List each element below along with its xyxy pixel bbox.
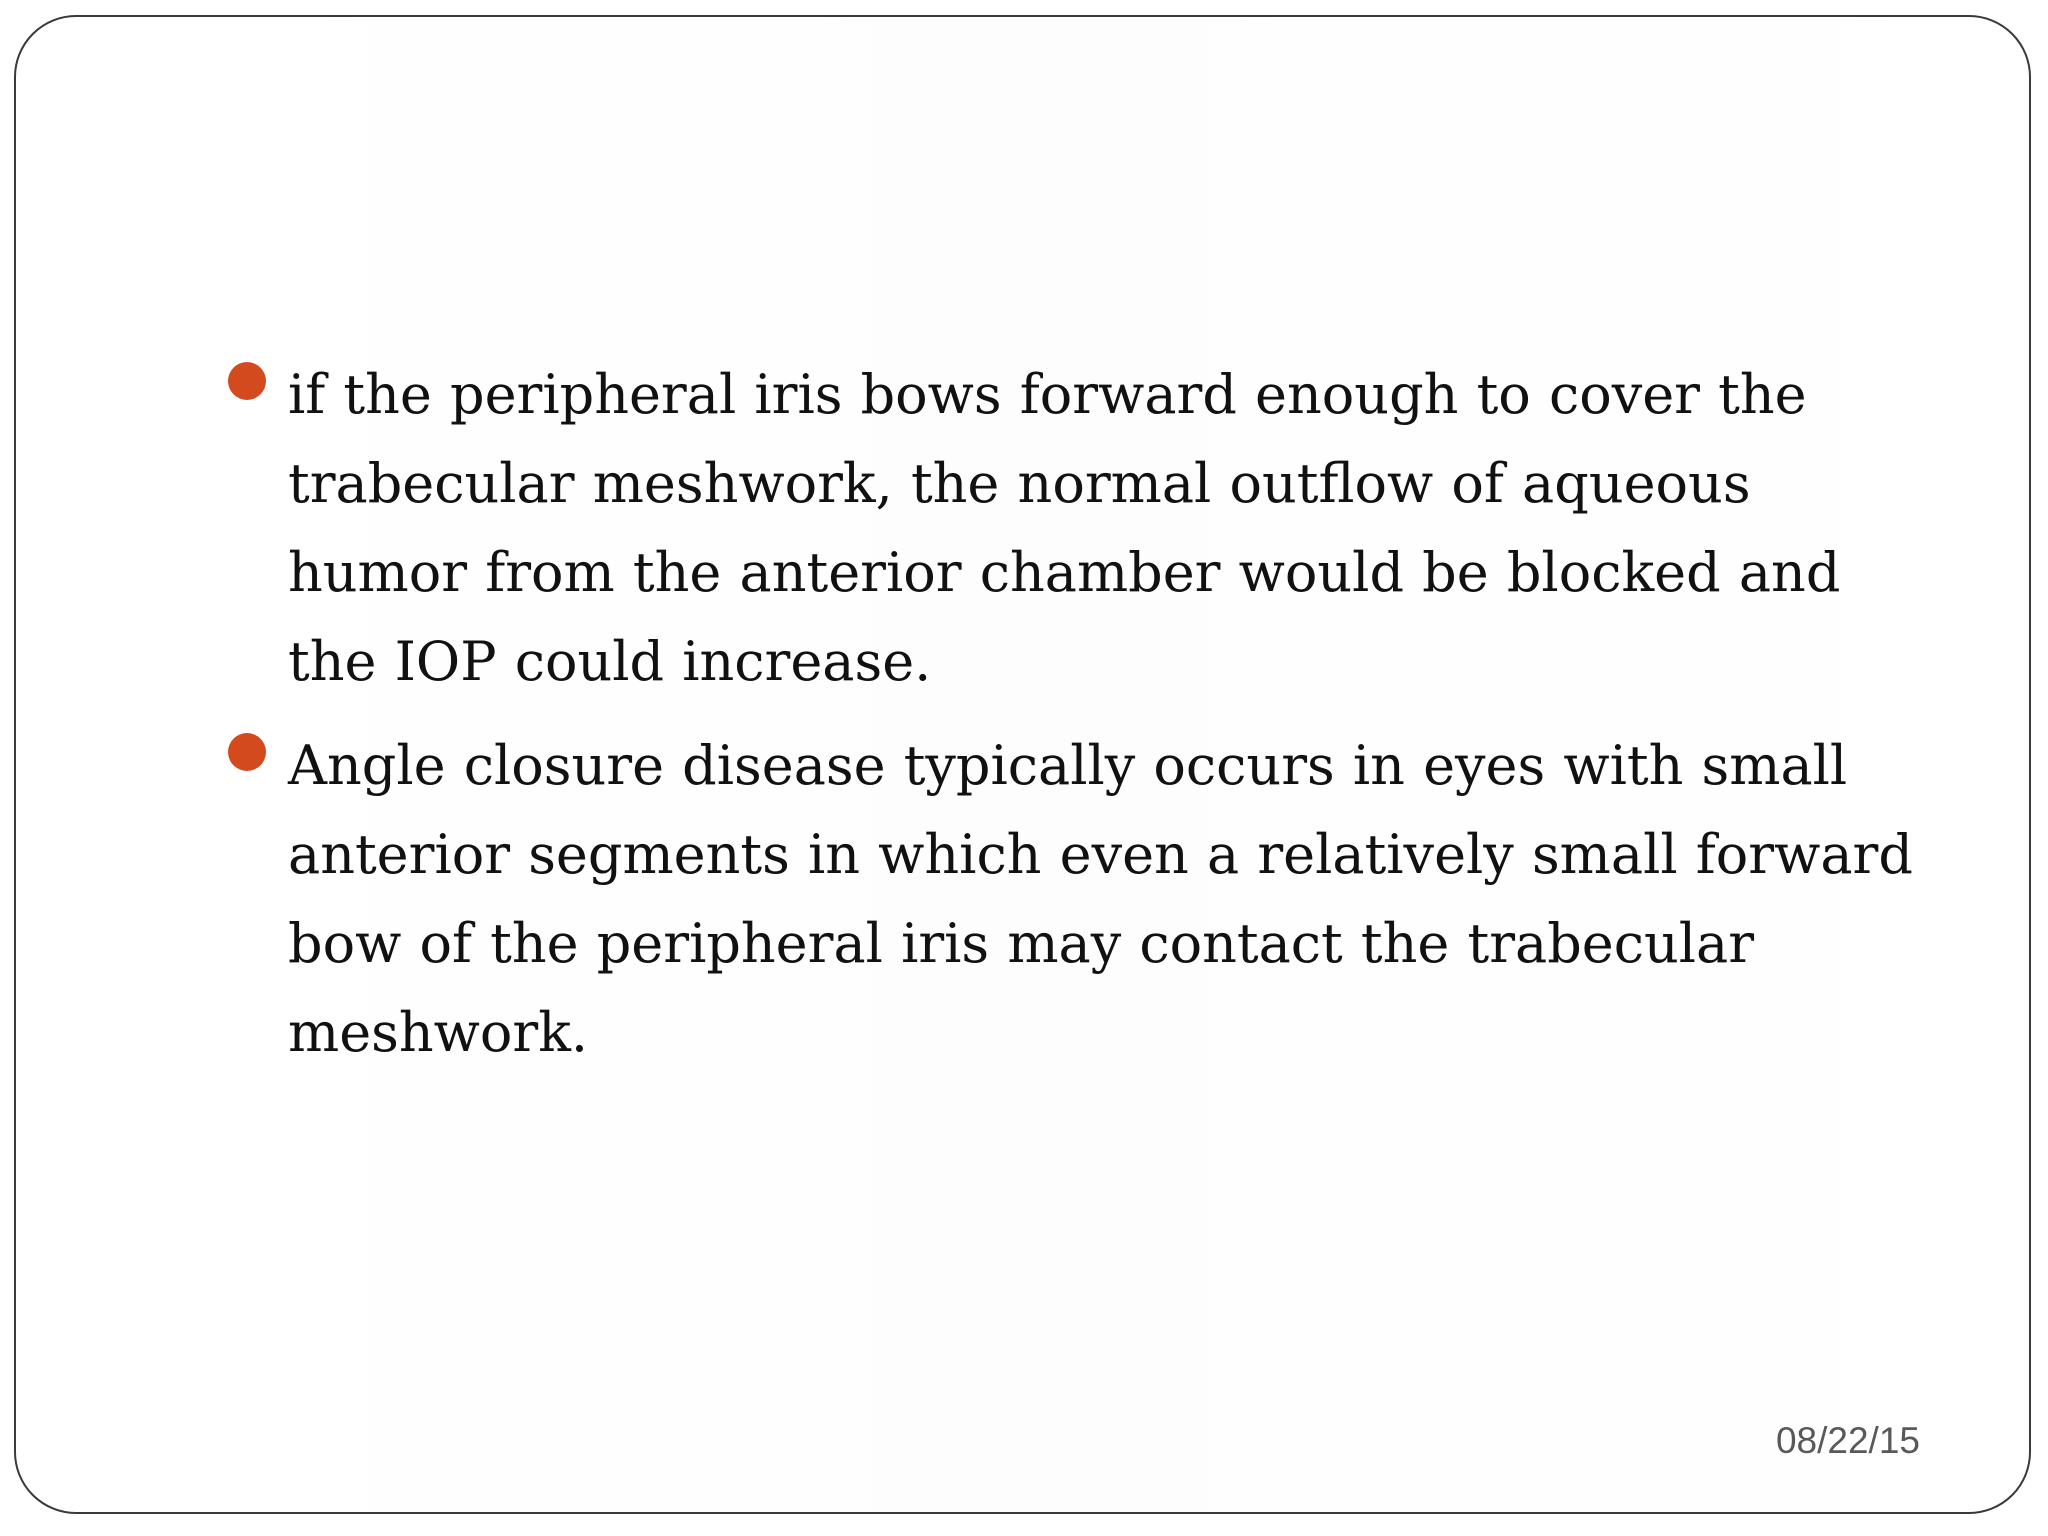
bullet-text: if the peripheral iris bows forward enough to cover the trabecular meshwork, the normal outflow of aqueous humor from the anterior chamber would be blocked and the IOP could increase. (288, 363, 1841, 693)
bullet-item-2 (226, 721, 1926, 1077)
bullet-item-1 (226, 350, 1926, 706)
bullet-list (226, 350, 1926, 1077)
bullet-dot-icon (228, 362, 266, 400)
bullet-dot-icon (228, 733, 266, 771)
slide-date: 08/22/15 (1775, 1420, 1920, 1461)
bullet-text: Angle closure disease typically occurs in eyes with small anterior segments in which even a relatively small forward bow of the peripheral iris may contact the trabecular meshwork. (288, 734, 1913, 1064)
